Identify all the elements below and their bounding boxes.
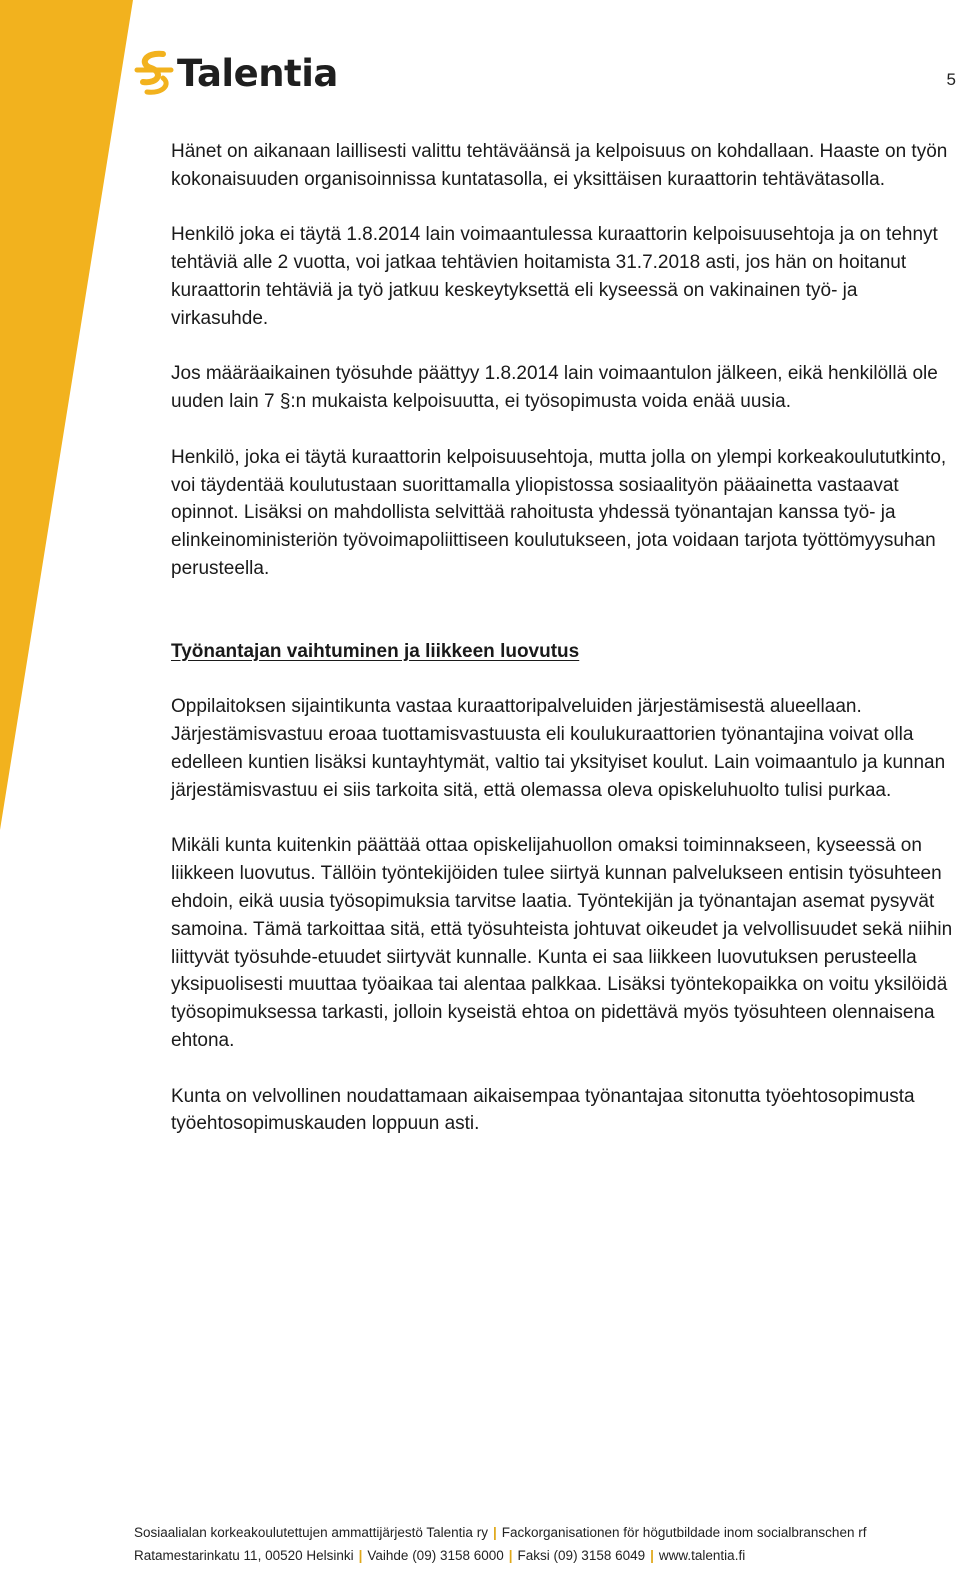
page-number: 5 (946, 70, 956, 89)
footer-separator: | (508, 1548, 513, 1563)
talentia-swirl-logo-icon (133, 50, 175, 96)
footer-phone: Vaihde (09) 3158 6000 (367, 1548, 504, 1563)
paragraph-1: Hänet on aikanaan laillisesti valittu tehtäväänsä ja kelpoisuus on kohdallaan. Haaste on työn kokonaisuuden organisoinnissa kuntatasolla, ei yksittäisen kuraattorin tehtävätasolla. (171, 141, 948, 190)
paragraph-2: Henkilö joka ei täytä 1.8.2014 lain voimaantulessa kuraattorin kelpoisuusehtoja ja on tehnyt tehtäviä alle 2 vuotta, voi jatkaa tehtävien hoitamista 31.7.2018 asti, jos hän on hoitanut kuraattorin tehtäviä ja työ jatkuu keskeytyksettä eli kyseessä on vakinainen työ- ja virkasuhde. (171, 224, 938, 329)
footer-website-link[interactable]: www.talentia.fi (658, 1548, 746, 1563)
paragraph-5: Oppilaitoksen sijaintikunta vastaa kuraattoripalveluiden järjestämisestä alueellaan. Järjestämisvastuu eroaa tuottamisvastuusta eli koulukuraattorien työnantajina voivat olla edelleen kuntien lisäksi kuntayhtymät, valtio tai yksityiset koulut. Lain voimaantulo ja kunnan järjestämisvastuu ei siis tarkoita sitä, että olemassa oleva opiskeluhuolto tulisi purkaa. (171, 696, 946, 801)
paragraph-4: Henkilö, joka ei täytä kuraattorin kelpoisuusehtoja, mutta jolla on ylempi korkeakoulututkinto, voi täydentää koulutustaan suorittamalla yliopistossa sosiaalityön pääainetta vastaavat opinnot. Lisäksi on mahdollista selvittää rahoitusta yhdessä työnantajan kanssa työ- ja elinkeinoministeriön työvoimapoliittiseen koulutukseen, jota voidaan tarjota työttömyysuhan perusteella. (171, 446, 947, 579)
logo-wordmark: Talentia (177, 51, 338, 95)
footer-org-fi: Sosiaalialan korkeakoulutettujen ammattijärjestö Talentia ry (134, 1525, 488, 1540)
footer-separator: | (492, 1525, 497, 1540)
section-heading: Työnantajan vaihtuminen ja liikkeen luovutus (171, 640, 580, 662)
talentia-logo (133, 50, 338, 96)
paragraph-3: Jos määräaikainen työsuhde päättyy 1.8.2014 lain voimaantulon jälkeen, eikä henkilöllä ole uuden lain 7 §:n mukaista kelpoisuutta, ei työsopimusta voida enää uusia. (171, 363, 938, 413)
footer-org-sv: Fackorganisationen för högutbildade inom socialbranschen rf (501, 1525, 867, 1540)
document-body (171, 138, 956, 1166)
paragraph-6: Mikäli kunta kuitenkin päättää ottaa opiskelijahuollon omaksi toiminnakseen, kyseessä on liikkeen luovutus. Tällöin työntekijöiden tulee siirtyä kunnan palvelukseen entisin työsuhteen ehdoin, eikä uusia työsopimuksia tarvitse laatia. Työntekijän ja työnantajan asemat pysyvät samoina. Tämä tarkoittaa sitä, että työsuhteista johtuvat oikeudet ja velvollisuudet sekä niihin liittyvät työsuhde-etuudet siirtyvät kunnalle. Kunta ei saa liikkeen luovutuksen perusteella yksipuolisesti muuttaa työaikaa tai alentaa palkkaa. Lisäksi työntekopaikka on voitu yksilöidä työsopimuksessa tarkasti, jolloin kyseistä ehtoa on pidettävä myös työsuhteen olennaisena ehtona. (171, 835, 953, 1051)
footer-separator: | (650, 1548, 654, 1563)
footer-line-2 (134, 1544, 866, 1567)
yellow-corner-band (0, 0, 140, 830)
footer-address: Ratamestarinkatu 11, 00520 Helsinki (134, 1548, 354, 1563)
footer-fax: Faksi (09) 3158 6049 (517, 1548, 646, 1563)
paragraph-7: Kunta on velvollinen noudattamaan aikaisempaa työnantajaa sitonutta työehtosopimusta työehtosopimuskauden loppuun asti. (171, 1085, 915, 1135)
footer-line-1 (134, 1521, 866, 1544)
footer-separator: | (358, 1548, 363, 1563)
page-footer (134, 1521, 866, 1567)
